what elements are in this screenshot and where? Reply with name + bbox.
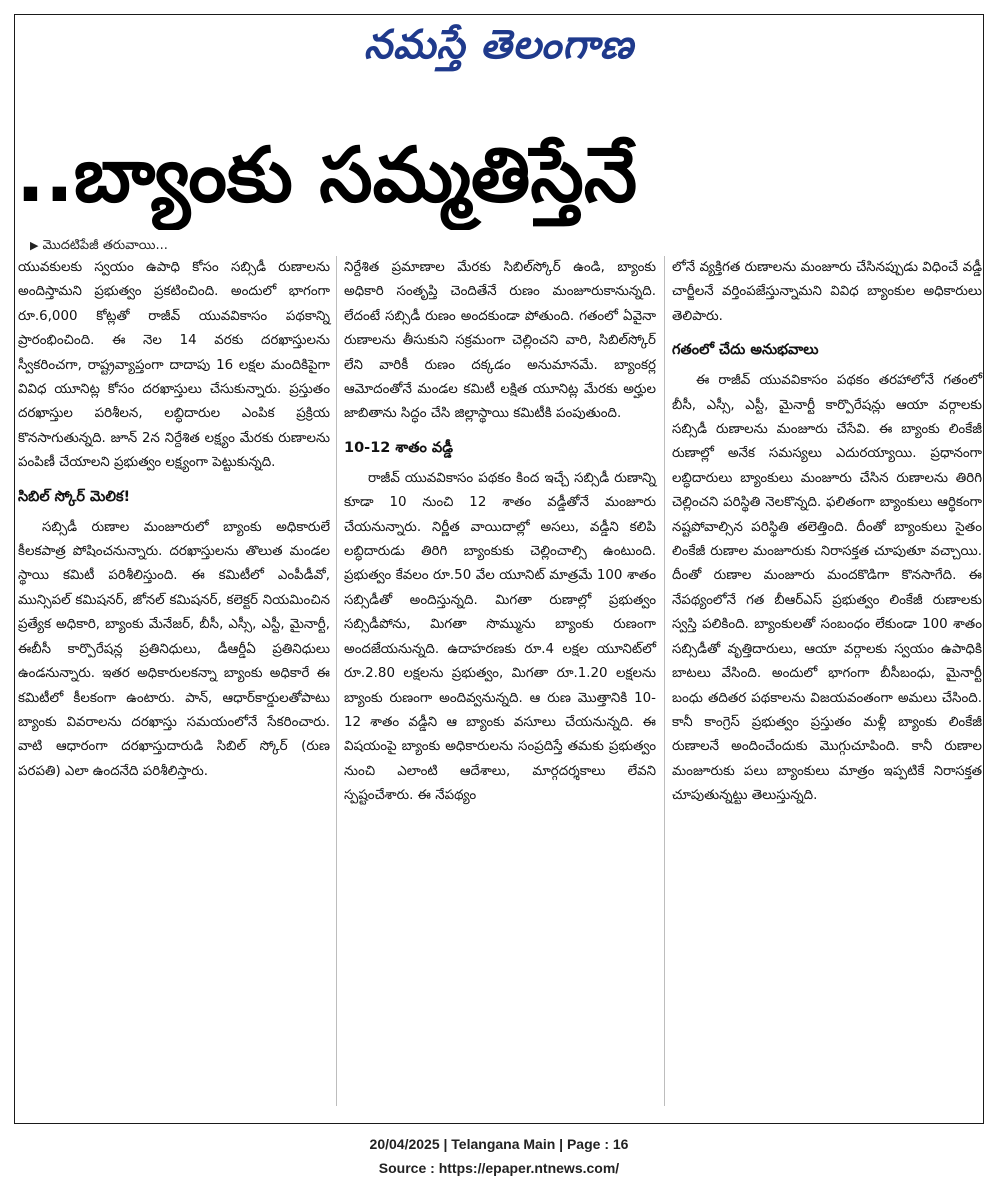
- subheading: 10-12 శాతం వడ్డీ: [344, 439, 453, 456]
- paragraph: ఈ రాజీవ్ యువవికాసం పథకం తరహాలోనే గతంలో బీసీ, ఎస్సీ, ఎస్టీ, మైనార్టీ కార్పొరేషన్లు ఆయా వర్గాలకు సబ్సిడీ రుణాలను మంజూరు చేసేవి. ఈ బ్యాంకు లింకేజీ రుణాల్లో అనేక సమస్యలు ఎదురయ్యాయి. ప్రధానంగా లబ్ధిదారులు బ్యాంకులు మంజూరు చేసిన రుణాలను తిరిగి చెల్లించని పరిస్థితి నెలకొన్నది. ఫలితంగా బ్యాంకులు ఆర్థికంగా నష్టపోవాల్సిన పరిస్థితి తలెత్తింది. దీంతో బ్యాంకులు సైతం లింకేజీ రుణాల మంజూరుకు నిరాసక్తత చూపుతూ వచ్చాయి. దీంతో రుణాల మంజూరు మందకొడిగా కొనసాగేది. ఈ నేపథ్యంలోనే గత బీఆర్‌ఎస్ ప్రభుత్వం లింకేజీ రుణాలకు స్వస్తి పలికింది. బ్యాంకులతో సంబంధం లేకుండా 100 శాతం సబ్సిడీతో వృత్తిదారులు, ఆయా వర్గాలకు స్వయం ఉపాధికి బాటలు వేసింది. అందులో భాగంగా బీసీబంధు, మైనార్టీ బంధు తదితర పథకాలను విజయవంతంగా అమలు చేసింది. కానీ కాంగ్రెస్ ప్రభుత్వం ప్రస్తుతం మళ్లీ బ్యాంకు లింకేజీ రుణాలనే అందించేందుకు మొగ్గుచూపింది. కానీ రుణాల మంజూరుకు పలు బ్యాంకులు మాత్రం ఇప్పటికే నిరాసక్తత చూపుతున్నట్టు తెలుస్తున్నది.: [672, 373, 982, 804]
- footer-date-edition: 20/04/2025 | Telangana Main | Page : 16: [369, 1136, 629, 1152]
- paragraph: రాజీవ్ యువవికాసం పథకం కింద ఇచ్చే సబ్సిడీ రుణాన్ని కూడా 10 నుంచి 12 శాతం వడ్డీతోనే మంజూరు చేయనున్నారు. నిర్ణీత వాయిదాల్లో అసలు, వడ్డీని కలిపి లబ్ధిదారుడు తిరిగి బ్యాంకుకు చెల్లించాల్సి ఉంటుంది. ప్రభుత్వం కేవలం రూ.50 వేల యూనిట్ మాత్రమే 100 శాతం సబ్సిడీతో అందిస్తున్నది. మిగతా రుణాల్లో ప్రభుత్వం సబ్సిడీపోను, మిగతా సొమ్మును బ్యాంకు రుణంగా అందజేయనున్నది. ఉదాహరణకు రూ.4 లక్షల యూనిట్‌లో రూ.2.80 లక్షలను ప్రభుత్వం, మిగతా రూ.1.20 లక్షలను బ్యాంకు రుణంగా అందివ్వనున్నది. ఆ రుణ మొత్తానికి 10-12 శాతం వడ్డీని ఆ బ్యాంకు వసూలు చేయనున్నది. ఈ విషయంపై బ్యాంకు అధికారులను సంప్రదిస్తే తమకు ప్రభుత్వం నుంచి ఎలాంటి ఆదేశాలు, మార్గదర్శకాలు లేవని స్పష్టంచేశారు. ఈ నేపథ్యం: [344, 470, 656, 804]
- column-2: [344, 256, 656, 815]
- paragraph: నిర్దేశిత ప్రమాణాల మేరకు సిబిల్‌స్కోర్ ఉండి, బ్యాంకు అధికారి సంతృప్తి చెందితేనే రుణం మంజూరుకానున్నది. లేదంటే సబ్సిడీ రుణం అందకుండా పోతుంది. గతంలో ఏవైనా రుణాలను తీసుకుని సక్రమంగా చెల్లించని వారి, సిబిల్‌స్కోర్ లేని వారికీ రుణం దక్కడం అనుమానమే. బ్యాంకర్ల ఆమోదంతోనే మండల కమిటీ లక్షిత యూనిట్ల మేరకు అర్హుల జాబితాను సిద్ధం చేసి జిల్లాస్థాయి కమిటీకి పంపుతుంది.: [344, 260, 656, 422]
- footer-source: Source : https://epaper.ntnews.com/: [378, 1160, 620, 1176]
- paragraph: లోనే వ్యక్తిగత రుణాలను మంజూరు చేసినప్పుడు విధించే వడ్డీ చార్జీలనే వర్తింపజేస్తున్నామని వివిధ బ్యాంకుల అధికారులు తెలిపారు.: [672, 260, 982, 324]
- continued-text: మొదటిపేజీ తరువాయి...: [42, 238, 168, 253]
- column-1: [18, 256, 330, 790]
- paragraph: సబ్సిడీ రుణాల మంజూరులో బ్యాంకు అధికారులే కీలకపాత్ర పోషించనున్నారు. దరఖాస్తులను తొలుత మండల స్థాయి కమిటీ పరిశీలిస్తుంది. ఈ కమిటీలో ఎంపీడీవో, మున్సిపల్ కమిషనర్, జోనల్ కమిషనర్, కలెక్టర్ నియమించిన ప్రత్యేక అధికారి, బ్యాంకు మేనేజర్, బీసీ, ఎస్సీ, ఎస్టీ, మైనార్టీ, ఈబీసీ కార్పొరేషన్ల ప్రతినిధులు, డీఆర్డీఏ ప్రతినిధులు ఉండనున్నారు. ఇతర అధికారులకన్నా బ్యాంకు అధికారే ఈ కమిటీలో కీలకంగా ఉంటారు. పాన్, ఆధార్‌కార్డులతోపాటు బ్యాంకు వివరాలను దరఖాస్తు సమయంలోనే సేకరించారు. వాటి ఆధారంగా దరఖాస్తుదారుడి సిబిల్ స్కోర్ (రుణ పరపతి) ఎలా ఉందనేది పరిశీలిస్తారు.: [18, 519, 330, 779]
- paragraph: యువకులకు స్వయం ఉపాధి కోసం సబ్సిడీ రుణాలను అందిస్తామని ప్రభుత్వం ప్రకటించింది. అందులో భాగంగా రూ.6,000 కోట్లతో రాజీవ్ యువవికాసం పథకాన్ని ప్రారంభించింది. ఈ నెల 14 వరకు దరఖాస్తులను స్వీకరించగా, రాష్ట్రవ్యాప్తంగా దాదాపు 16 లక్షల మందికిపైగా వివిధ యూనిట్ల కోసం దరఖాస్తులు చేసుకున్నారు. ప్రస్తుతం దరఖాస్తుల పరిశీలన, లబ్ధిదారుల ఎంపిక ప్రక్రియ కొనసాగుతున్నది. జూన్ 2న నిర్దేశిత లక్ష్యం మేరకు రుణాలను పంపిణీ చేయాలని ప్రభుత్వం లక్ష్యంగా పెట్టుకున్నది.: [18, 260, 330, 471]
- subheading: గతంలో చేదు అనుభవాలు: [672, 342, 819, 359]
- subheading: సిబిల్ స్కోర్ మెలిక!: [18, 488, 131, 505]
- column-divider: [664, 256, 665, 1106]
- newspaper-masthead: నమస్తే తెలంగాణ: [363, 22, 635, 68]
- continued-note: [30, 238, 168, 256]
- page-footer: [0, 1132, 998, 1180]
- column-3: [672, 256, 982, 815]
- triangle-right-icon: ▶: [30, 239, 39, 252]
- article-headline: ..బ్యాంకు సమ్మతిస్తేనే: [16, 130, 638, 219]
- column-divider: [336, 256, 337, 1106]
